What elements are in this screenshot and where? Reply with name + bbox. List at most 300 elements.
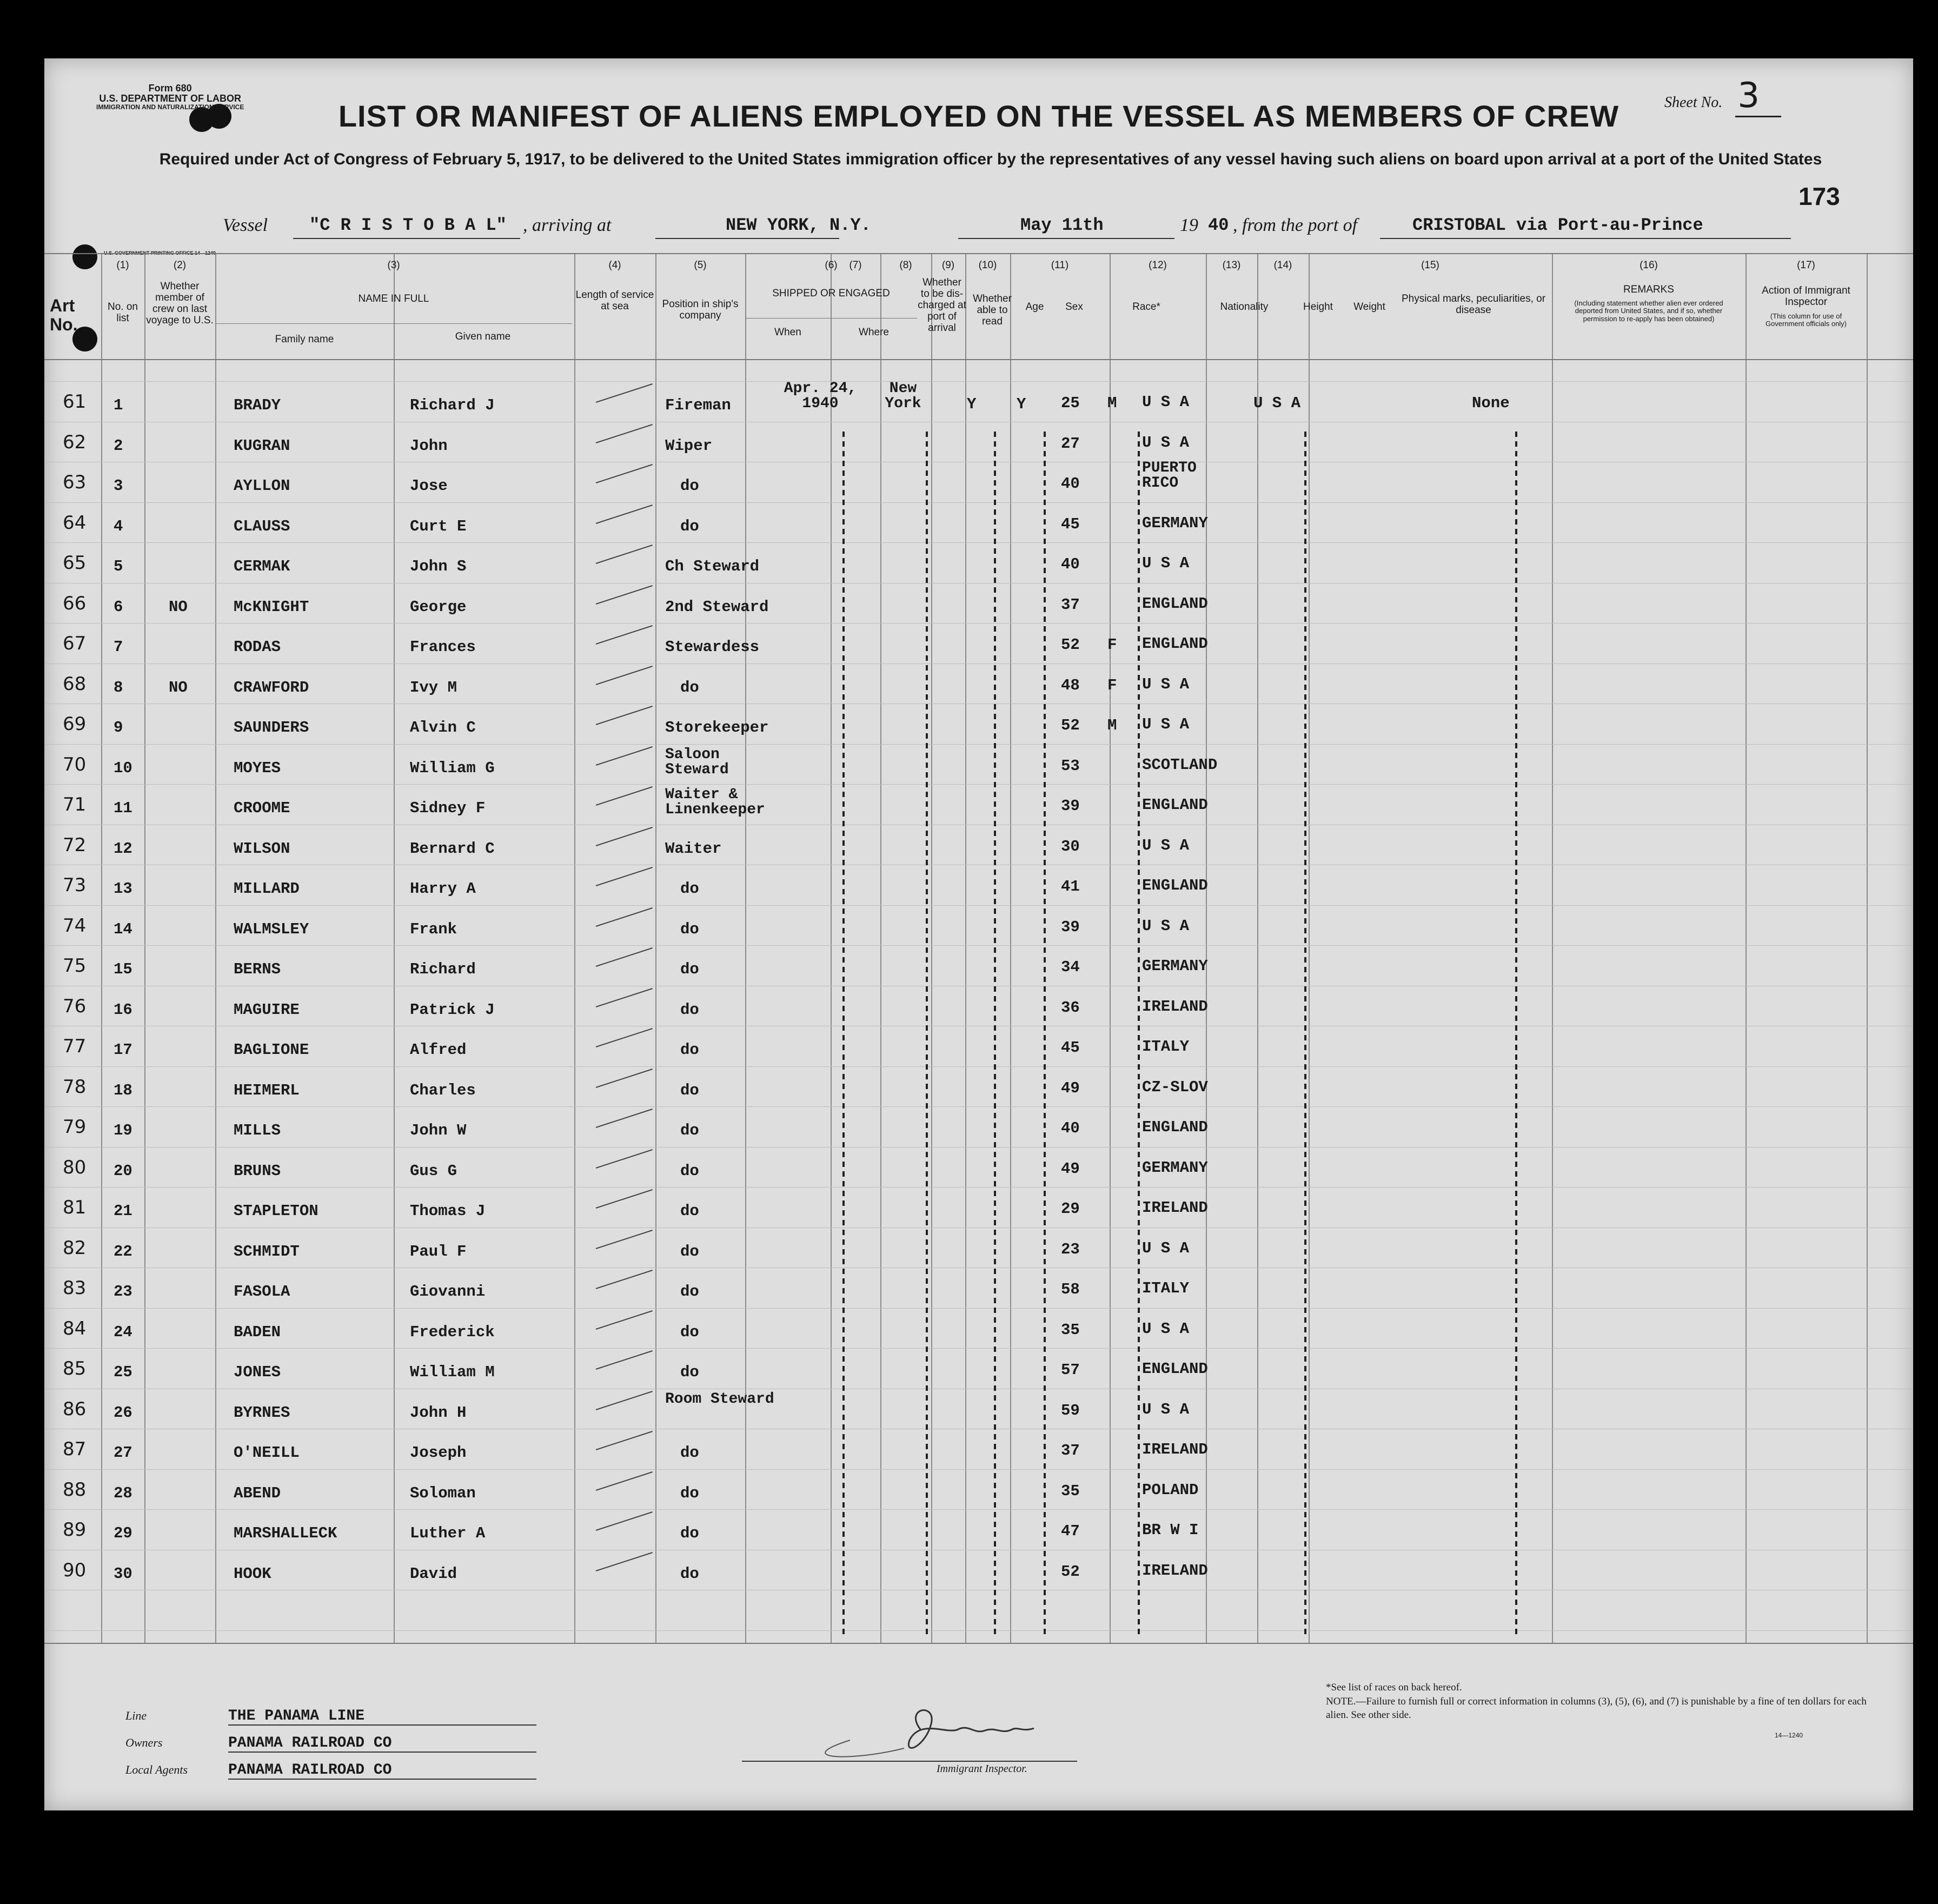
header-shipped-engaged: SHIPPED OR ENGAGED [772, 288, 890, 299]
age: 52 [1061, 1562, 1080, 1581]
age: 35 [1061, 1482, 1080, 1500]
given-name: Joseph [410, 1444, 467, 1462]
column-number-c1: (1) [116, 260, 129, 271]
family-name: CRAWFORD [234, 678, 309, 696]
art-number: 65 [63, 552, 87, 574]
list-number: 29 [114, 1524, 132, 1542]
family-name: JONES [234, 1363, 281, 1381]
given-name: Gus G [410, 1162, 457, 1180]
column-number-c16: (16) [1640, 260, 1658, 271]
art-number: 67 [63, 633, 87, 654]
race: U S A [1142, 554, 1190, 572]
position: 2nd Steward [665, 598, 769, 616]
header-race: Race* [1132, 301, 1160, 313]
inspector-signature [742, 1697, 1077, 1762]
from-label: , from the port of [1233, 215, 1358, 235]
row-rule [44, 1348, 1913, 1349]
family-name: CERMAK [234, 558, 290, 575]
list-number: 2 [114, 436, 123, 455]
race: ENGLAND [1142, 796, 1208, 814]
given-name: Charles [410, 1081, 476, 1099]
age: 36 [1061, 998, 1080, 1017]
art-number: 78 [63, 1076, 87, 1098]
position: Fireman [665, 396, 731, 414]
shipped-subhead-rule [745, 318, 917, 319]
position: do [680, 1041, 699, 1059]
family-name: STAPLETON [234, 1202, 318, 1220]
position: Stewardess [665, 638, 760, 656]
family-name: BAGLIONE [234, 1041, 309, 1059]
age: 30 [1061, 837, 1080, 855]
art-number: 84 [63, 1317, 87, 1339]
line-value: THE PANAMA LINE [228, 1708, 536, 1726]
given-name: Curt E [410, 517, 467, 535]
row-rule [44, 1509, 1913, 1510]
header-last-voyage: Whether member of crew on last voyage to U.S. [146, 281, 214, 326]
race: U S A [1142, 433, 1190, 452]
given-name: Harry A [410, 880, 476, 898]
race: GERMANY [1142, 514, 1208, 532]
position: do [680, 1000, 699, 1019]
list-number: 11 [114, 799, 132, 817]
family-name: HOOK [234, 1564, 271, 1583]
row-rule [44, 945, 1913, 946]
footer-line: Line THE PANAMA LINE [125, 1708, 536, 1726]
vessel-label: Vessel [223, 215, 268, 235]
ditto-line [1044, 432, 1046, 1637]
age: 53 [1061, 757, 1080, 775]
header-length-of-service: Length of service at sea [575, 289, 654, 312]
page-title: LIST OR MANIFEST OF ALIENS EMPLOYED ON THE VESSEL AS MEMBERS OF CREW [338, 99, 1620, 133]
age: 40 [1061, 555, 1080, 573]
row-rule [44, 381, 1913, 382]
given-name: Bernard C [410, 839, 495, 858]
position: do [680, 1484, 699, 1502]
header-height: Height [1303, 301, 1333, 313]
list-number: 20 [114, 1162, 132, 1180]
race: IRELAND [1142, 1441, 1208, 1458]
list-number: 13 [114, 880, 132, 898]
race: ITALY [1142, 1038, 1190, 1056]
row-rule [44, 1308, 1913, 1309]
arriving-label: , arriving at [523, 215, 612, 235]
list-number: 28 [114, 1484, 132, 1502]
race: GERMANY [1142, 1158, 1208, 1177]
age: 23 [1061, 1240, 1080, 1258]
column-number-c5: (5) [694, 260, 707, 271]
race: POLAND [1142, 1481, 1199, 1499]
ditto-line [994, 432, 996, 1637]
list-number: 4 [114, 517, 123, 535]
grid-bottom-rule [44, 1643, 1913, 1644]
form-number: Form 680 [148, 83, 192, 94]
position: Waiter & Linenkeeper [665, 786, 765, 818]
art-number: 89 [63, 1519, 87, 1541]
family-name: FASOLA [234, 1283, 290, 1301]
sex: M [1107, 394, 1117, 412]
header-physical-marks: Physical marks, peculiarities, or disease [1401, 293, 1546, 316]
list-number: 10 [114, 759, 132, 777]
given-name: Soloman [410, 1484, 476, 1502]
sheet-number-label: Sheet No. [1664, 94, 1723, 111]
year-prefix: 19 [1180, 215, 1198, 235]
list-number: 8 [114, 678, 123, 696]
last-voyage: NO [169, 598, 188, 616]
art-number: 63 [63, 472, 87, 493]
given-name: Alvin C [410, 719, 476, 737]
art-number: 81 [63, 1197, 87, 1218]
age: 40 [1061, 475, 1080, 493]
race: U S A [1142, 1239, 1190, 1257]
family-name: HEIMERL [234, 1081, 300, 1099]
position: do [680, 960, 699, 978]
age: 57 [1061, 1361, 1080, 1379]
age: 49 [1061, 1159, 1080, 1178]
given-name: William M [410, 1363, 495, 1381]
ditto-line [926, 432, 928, 1637]
sex: F [1107, 636, 1117, 654]
family-name: ABEND [234, 1484, 281, 1502]
given-name: John S [410, 558, 467, 575]
given-name: Luther A [410, 1524, 486, 1542]
column-number-c6: (6) [825, 260, 838, 271]
sheet-number-value: 3 [1735, 76, 1781, 117]
given-name: Thomas J [410, 1202, 486, 1220]
list-number: 17 [114, 1041, 132, 1059]
header-remarks: REMARKS [1623, 284, 1674, 295]
position: do [680, 1323, 699, 1341]
physical-marks: None [1472, 394, 1510, 412]
last-voyage: NO [169, 678, 188, 696]
column-number-c7: (7) [849, 260, 862, 271]
position: Wiper [665, 436, 713, 455]
art-number: 74 [63, 914, 87, 937]
art-number: 72 [63, 834, 87, 856]
age: 34 [1061, 958, 1080, 976]
column-number-c17: (17) [1797, 260, 1815, 271]
races-note: *See list of races on back hereof. [1326, 1682, 1462, 1693]
position: Ch Steward [665, 558, 760, 575]
inspector-label: Immigrant Inspector. [937, 1763, 1027, 1775]
given-name: William G [410, 759, 495, 777]
given-name: John H [410, 1403, 467, 1422]
list-number: 15 [114, 960, 132, 978]
list-number: 27 [114, 1444, 132, 1462]
nationality: U S A [1253, 394, 1301, 412]
vessel-name: "C R I S T O B A L" [309, 215, 507, 235]
art-number: 75 [63, 955, 87, 977]
family-name: CROOME [234, 799, 290, 817]
column-number-c11: (11) [1051, 260, 1069, 271]
header-rule [44, 359, 1913, 360]
age: 45 [1061, 1039, 1080, 1057]
age: 27 [1061, 434, 1080, 453]
footer-owners: Owners PANAMA RAILROAD CO [125, 1735, 536, 1753]
family-name: WALMSLEY [234, 920, 309, 938]
column-number-c12: (12) [1149, 260, 1167, 271]
family-name: McKNIGHT [234, 598, 309, 616]
age: 59 [1061, 1401, 1080, 1419]
header-action-note: (This column for use of Government officials only) [1765, 312, 1847, 328]
header-nationality: Nationality [1220, 301, 1269, 313]
art-number: 86 [63, 1398, 87, 1420]
column-number-c9: (9) [941, 260, 955, 271]
row-rule [44, 1066, 1913, 1067]
family-name: AYLLON [234, 477, 290, 495]
owners-value: PANAMA RAILROAD CO [228, 1735, 536, 1753]
column-number-c13: (13) [1222, 260, 1241, 271]
ditto-line [1515, 432, 1517, 1637]
column-number-c4: (4) [608, 260, 621, 271]
given-name: Alfred [410, 1041, 467, 1059]
age: 52 [1061, 636, 1080, 654]
given-name: David [410, 1564, 457, 1583]
given-name: Jose [410, 477, 448, 495]
row-rule [44, 1630, 1913, 1631]
family-name: RODAS [234, 638, 281, 656]
list-number: 1 [114, 396, 123, 414]
list-number: 24 [114, 1323, 132, 1341]
row-rule [44, 744, 1913, 745]
page-subtitle: Required under Act of Congress of February 5, 1917, to be delivered to the United States immigration officer by the representatives of any vessel having such aliens on board upon arrival at a port of the United States [159, 150, 1822, 168]
race: ENGLAND [1142, 1360, 1208, 1378]
race: PUERTO RICO [1142, 460, 1197, 492]
position: do [680, 1444, 699, 1462]
age: 48 [1061, 676, 1080, 694]
position: Waiter [665, 839, 722, 858]
age: 39 [1061, 918, 1080, 936]
header-able-to-read: Whether able to read [973, 293, 1012, 327]
family-name: MOYES [234, 759, 281, 777]
footer-agents: Local Agents PANAMA RAILROAD CO [125, 1762, 536, 1780]
list-number: 7 [114, 638, 123, 656]
header-name-in-full: NAME IN FULL [358, 293, 429, 304]
row-rule [44, 1469, 1913, 1470]
race: U S A [1142, 917, 1190, 935]
race: ENGLAND [1142, 1118, 1208, 1136]
header-family-name: Family name [275, 334, 334, 345]
art-number: 88 [63, 1478, 87, 1501]
age: 39 [1061, 797, 1080, 815]
family-name: BERNS [234, 960, 281, 978]
list-number: 23 [114, 1283, 132, 1301]
read-flag: Y [1017, 395, 1026, 413]
list-number: 22 [114, 1242, 132, 1261]
ditto-line [1138, 432, 1140, 1637]
position: do [680, 920, 699, 938]
given-name: Frank [410, 920, 457, 938]
list-number: 12 [114, 839, 132, 858]
shipped-when: Apr. 24, 1940 [784, 380, 857, 412]
age: 52 [1061, 717, 1080, 734]
ditto-line [1304, 432, 1306, 1637]
column-number-c3: (3) [387, 260, 400, 271]
family-name: WILSON [234, 839, 290, 858]
family-name: BRUNS [234, 1162, 281, 1180]
position: do [680, 1202, 699, 1220]
arriving-port: NEW YORK, N.Y. [726, 215, 871, 235]
name-subhead-rule [215, 323, 572, 324]
art-number: 68 [63, 673, 87, 695]
row-rule [44, 542, 1913, 543]
race: CZ-SLOV [1142, 1078, 1208, 1096]
art-number: 61 [63, 391, 87, 413]
age: 40 [1061, 1119, 1080, 1137]
given-name: Giovanni [410, 1283, 486, 1301]
position: do [680, 1524, 699, 1542]
family-name: BYRNES [234, 1403, 290, 1422]
race: GERMANY [1142, 957, 1208, 975]
art-number: 87 [63, 1438, 87, 1460]
list-number: 25 [114, 1363, 132, 1381]
art-number: 76 [63, 995, 87, 1017]
header-given-name: Given name [455, 331, 511, 342]
given-name: Frederick [410, 1323, 495, 1341]
position: do [680, 1162, 699, 1180]
art-number: 83 [63, 1277, 87, 1299]
race: U S A [1142, 715, 1190, 733]
from-port: CRISTOBAL via Port-au-Prince [1412, 215, 1703, 235]
race: U S A [1142, 836, 1190, 854]
list-number: 26 [114, 1403, 132, 1422]
position: do [680, 1242, 699, 1261]
family-name: MILLARD [234, 880, 300, 898]
list-number: 19 [114, 1122, 132, 1139]
given-name: Richard J [410, 396, 495, 414]
family-name: KUGRAN [234, 436, 290, 455]
list-number: 14 [114, 920, 132, 938]
age: 25 [1061, 394, 1080, 412]
position: do [680, 880, 699, 898]
art-number: 79 [63, 1116, 87, 1138]
age: 47 [1061, 1522, 1080, 1540]
list-number: 3 [114, 477, 123, 495]
race: U S A [1142, 393, 1190, 411]
position: Saloon Steward [665, 746, 729, 778]
art-number: 82 [63, 1237, 87, 1259]
race: SCOTLAND [1142, 755, 1218, 774]
row-rule [44, 905, 1913, 906]
age: 35 [1061, 1321, 1080, 1339]
race: U S A [1142, 1319, 1190, 1338]
family-name: BADEN [234, 1323, 281, 1341]
header-where: Where [859, 327, 889, 338]
art-number: 71 [63, 794, 87, 815]
race: IRELAND [1142, 1199, 1208, 1217]
art-number: 66 [63, 592, 87, 614]
ditto-line [842, 432, 845, 1637]
position: do [680, 678, 699, 696]
race: IRELAND [1142, 997, 1208, 1016]
given-name: Frances [410, 638, 476, 656]
agents-value: PANAMA RAILROAD CO [228, 1762, 536, 1780]
age: 45 [1061, 515, 1080, 533]
header-sex: Sex [1065, 301, 1083, 313]
position: do [680, 1122, 699, 1139]
header-no-on-list: No. on list [108, 301, 138, 324]
position: do [680, 1363, 699, 1381]
row-rule [44, 1106, 1913, 1107]
penalty-note: NOTE.—Failure to furnish full or correct information in columns (3), (5), (6), and (7) is punishable by a fine of ten dollars for each alien. See other side. [1326, 1695, 1867, 1721]
given-name: Ivy M [410, 678, 457, 696]
header-age: Age [1025, 301, 1044, 313]
header-weight: Weight [1353, 301, 1385, 313]
row-rule [44, 502, 1913, 503]
position: do [680, 1283, 699, 1301]
header-discharged: Whether to be dis-charged at port of arrival [918, 277, 966, 334]
inspector-signature-block [742, 1697, 1077, 1775]
art-number: 90 [63, 1559, 87, 1581]
position: do [680, 477, 699, 495]
art-number: 69 [63, 713, 87, 735]
age: 41 [1061, 878, 1080, 895]
art-number: 80 [63, 1156, 87, 1178]
manifest-sheet [44, 58, 1913, 1810]
footnotes [1326, 1681, 1867, 1722]
given-name: John W [410, 1122, 467, 1139]
given-name: Richard [410, 960, 476, 978]
art-number: 62 [63, 431, 87, 453]
family-name: MILLS [234, 1122, 281, 1139]
header-rule [44, 253, 1913, 254]
race: ITALY [1142, 1279, 1190, 1297]
family-name: CLAUSS [234, 517, 290, 535]
given-name: George [410, 598, 467, 616]
art-number: 64 [63, 512, 87, 534]
list-number: 21 [114, 1202, 132, 1220]
list-number: 5 [114, 558, 123, 575]
column-number-c8: (8) [899, 260, 912, 271]
row-rule [44, 784, 1913, 785]
position: Storekeeper [665, 719, 769, 737]
race: BR W I [1142, 1521, 1199, 1539]
race: IRELAND [1142, 1561, 1208, 1580]
column-number-c15: (15) [1421, 260, 1439, 271]
art-number: 77 [63, 1036, 87, 1057]
art-no-header: Art No. [50, 296, 78, 335]
form-department: U.S. DEPARTMENT OF LABOR [99, 92, 241, 104]
list-number: 16 [114, 1000, 132, 1019]
given-name: Sidney F [410, 799, 486, 817]
header-remarks-note: (Including statement whether alien ever ordered deported from United States, and if so, whether permission to re-apply has been obtained) [1574, 299, 1723, 323]
family-name: O'NEILL [234, 1444, 300, 1462]
given-name: Patrick J [410, 1000, 495, 1019]
discharged-flag: Y [967, 395, 977, 413]
given-name: Paul F [410, 1242, 467, 1261]
form-code: 14—1240 [1775, 1731, 1803, 1739]
header-position: Position in ship's company [662, 298, 739, 321]
age: 37 [1061, 595, 1080, 614]
year-suffix: 40 [1208, 215, 1229, 235]
shipped-where: New York [885, 380, 921, 412]
race: ENGLAND [1142, 635, 1208, 653]
age: 29 [1061, 1200, 1080, 1218]
sex: M [1107, 717, 1117, 734]
art-number: 85 [63, 1358, 87, 1379]
list-number: 18 [114, 1081, 132, 1099]
list-number: 9 [114, 719, 123, 737]
column-number-c2: (2) [173, 260, 187, 271]
given-name: John [410, 436, 448, 455]
family-name: SAUNDERS [234, 719, 309, 737]
position: do [680, 1081, 699, 1099]
arrival-date: May 11th [1020, 215, 1104, 235]
position: do [680, 1564, 699, 1583]
family-name: MARSHALLECK [234, 1524, 337, 1542]
family-name: BRADY [234, 396, 281, 414]
family-name: MAGUIRE [234, 1000, 300, 1019]
form-service: IMMIGRATION AND NATURALIZATION SERVICE [96, 103, 244, 111]
